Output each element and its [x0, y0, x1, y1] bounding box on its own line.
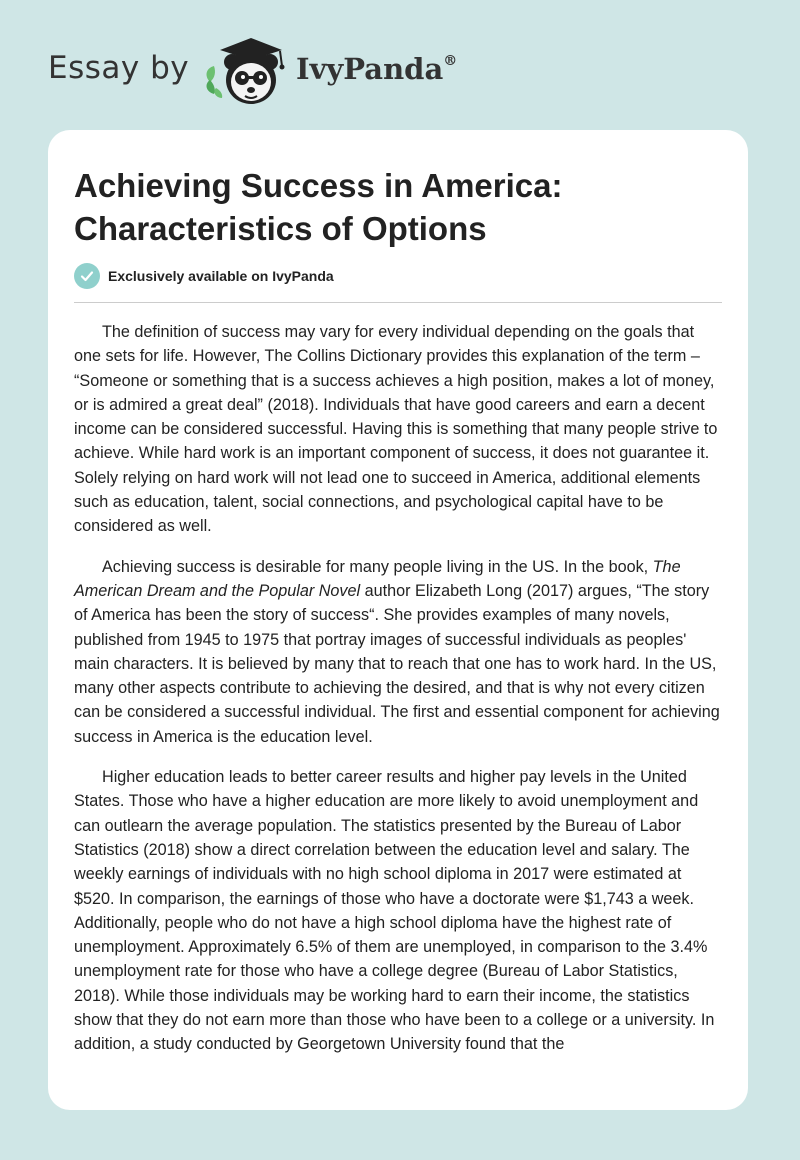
- site-header: [0, 0, 800, 130]
- page-title: Achieving Success in America: Characteristics of Options: [74, 167, 563, 247]
- paragraph-3: Higher education leads to better career results and higher pay levels in the United States. Those who have a higher education are more likely to avoid unemployment and can outlearn the average population. The statistics presented by the Bureau of Labor Statistics (2018) show a direct correlation between the education level and salary. The weekly earnings of individuals with no high school diploma in 2017 were estimated at $520. In comparison, the earnings of those who have a doctorate were $1,743 a week. Additionally, people who do not have a high school diploma have the highest rate of unemployment. Approximately 6.5% of them are unemployed, in comparison to the 3.4% unemployment rate for those who have a college degree (Bureau of Labor Statistics, 2018). While those individuals may be working hard to earn their income, the statistics show that they do not earn more than those who have been to a college or a university. In addition, a study conducted by Georgetown University found that the: [74, 768, 715, 1054]
- exclusive-badge: [74, 263, 334, 289]
- exclusive-badge-label: Exclusively available on IvyPanda: [108, 268, 334, 284]
- check-icon: [74, 263, 100, 289]
- registered-mark: ®: [443, 53, 458, 69]
- brand-name[interactable]: IvyPanda®: [296, 52, 458, 86]
- paragraph-2: Achieving success is desirable for many people living in the US. In the book, The American Dream and the Popular Novel author Elizabeth Long (2017) argues, “The story of America has been the story of success“. She provides examples of many novels, published from 1945 to 1975 that portray images of successful individuals as peoples' main characters. It is believed by many that to reach that one has to work hard. In the US, many other aspects contribute to achieving the desired, and that is why not every citizen can be considered a successful individual. The first and essential component for achieving success in America is the education level.: [74, 557, 720, 746]
- paragraph-1: The definition of success may vary for every individual depending on the goals that one sets for life. However, The Collins Dictionary provides this explanation of the term – “Someone or something that is a success achieves a high position, makes a lot of money, or is admired a great deal” (2018). Individuals that have good careers and earn a decent income can be considered successful. Having this is something that many people strive to achieve. While hard work is an important component of success, it does not guarantee it. Solely relying on hard work will not lead one to succeed in America, additional elements such as education, talent, social connections, and psychological capital have to be considered as well.: [74, 323, 718, 536]
- divider: [74, 302, 722, 303]
- essay-body: [74, 320, 722, 1073]
- essay-card: [48, 130, 748, 1110]
- essay-by-label: Essay by: [48, 50, 190, 86]
- ivypanda-logo-icon[interactable]: [200, 36, 292, 108]
- book-title: The American Dream and the Popular Novel: [74, 557, 681, 600]
